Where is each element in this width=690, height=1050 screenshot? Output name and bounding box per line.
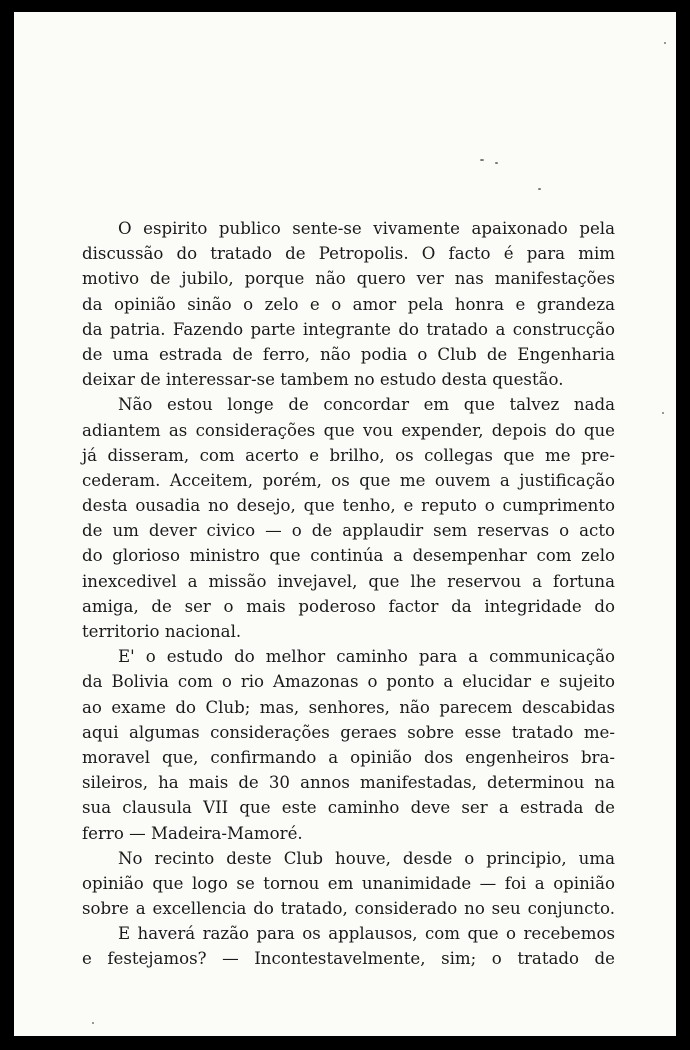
text-line: amiga, de ser o mais poderoso factor da integridade do bbox=[82, 596, 615, 616]
text-line: moravel que, confirmando a opinião dos engenheiros bra- bbox=[82, 747, 615, 767]
text-line: E haverá razão para os applausos, com que o recebemos bbox=[118, 924, 615, 944]
text-line: de um dever civico — o de applaudir sem reservas o acto bbox=[82, 521, 615, 541]
text-line: inexcedivel a missão invejavel, que lhe reservou a fortuna bbox=[82, 571, 615, 591]
text-line: aqui algumas considerações geraes sobre esse tratado me- bbox=[82, 722, 615, 742]
text-line: adiantem as considerações que vou expender, depois do que bbox=[82, 420, 615, 440]
text-line: territorio nacional. bbox=[82, 622, 242, 641]
text-line: sua clausula VII que este caminho deve ser a estrada de bbox=[82, 798, 615, 818]
text-line: do glorioso ministro que continúa a desempenhar com zelo bbox=[82, 546, 615, 566]
text-line: sobre a excellencia do tratado, considerado no seu conjuncto. bbox=[82, 899, 615, 919]
text-line: da opinião sinão o zelo e o amor pela honra e grandeza bbox=[82, 294, 615, 314]
paper-speck bbox=[662, 412, 664, 414]
paper-speck bbox=[92, 1022, 94, 1024]
paper-speck bbox=[480, 159, 484, 161]
text-line: No recinto deste Club houve, desde o principio, uma bbox=[118, 848, 615, 868]
body-text bbox=[82, 216, 615, 972]
document-page bbox=[14, 12, 676, 1036]
paper-speck bbox=[664, 42, 666, 44]
text-line: motivo de jubilo, porque não quero ver nas manifestações bbox=[82, 269, 615, 289]
paper-speck bbox=[495, 162, 498, 164]
text-line: discussão do tratado de Petropolis. O facto é para mim bbox=[82, 244, 615, 264]
text-line: ferro — Madeira-Mamoré. bbox=[82, 823, 303, 843]
text-line: e festejamos? — Incontestavelmente, sim; o tratado de bbox=[82, 949, 615, 969]
text-line: Não estou longe de concordar em que talvez nada bbox=[118, 395, 615, 415]
text-line: opinião que logo se tornou em unanimidade — foi a opinião bbox=[82, 873, 615, 893]
text-line: da patria. Fazendo parte integrante do tratado a construcção bbox=[82, 319, 615, 339]
text-line: de uma estrada de ferro, não podia o Club de Engenharia bbox=[82, 344, 615, 364]
text-line: cederam. Acceitem, porém, os que me ouvem a justificação bbox=[82, 470, 615, 490]
text-line: da Bolivia com o rio Amazonas o ponto a elucidar e sujeito bbox=[82, 672, 615, 692]
paper-speck bbox=[538, 188, 541, 190]
text-line: O espirito publico sente-se vivamente apaixonado pela bbox=[118, 219, 615, 238]
text-line: E' o estudo do melhor caminho para a communicação bbox=[118, 647, 615, 667]
text-line: desta ousadia no desejo, que tenho, e reputo o cumprimento bbox=[82, 496, 615, 516]
text-line: sileiros, ha mais de 30 annos manifestadas, determinou na bbox=[82, 773, 615, 793]
text-line: já disseram, com acerto e brilho, os collegas que me pre- bbox=[82, 445, 615, 465]
text-line: deixar de interessar-se tambem no estudo desta questão. bbox=[82, 370, 564, 390]
text-line: ao exame do Club; mas, senhores, não parecem descabidas bbox=[82, 697, 615, 717]
